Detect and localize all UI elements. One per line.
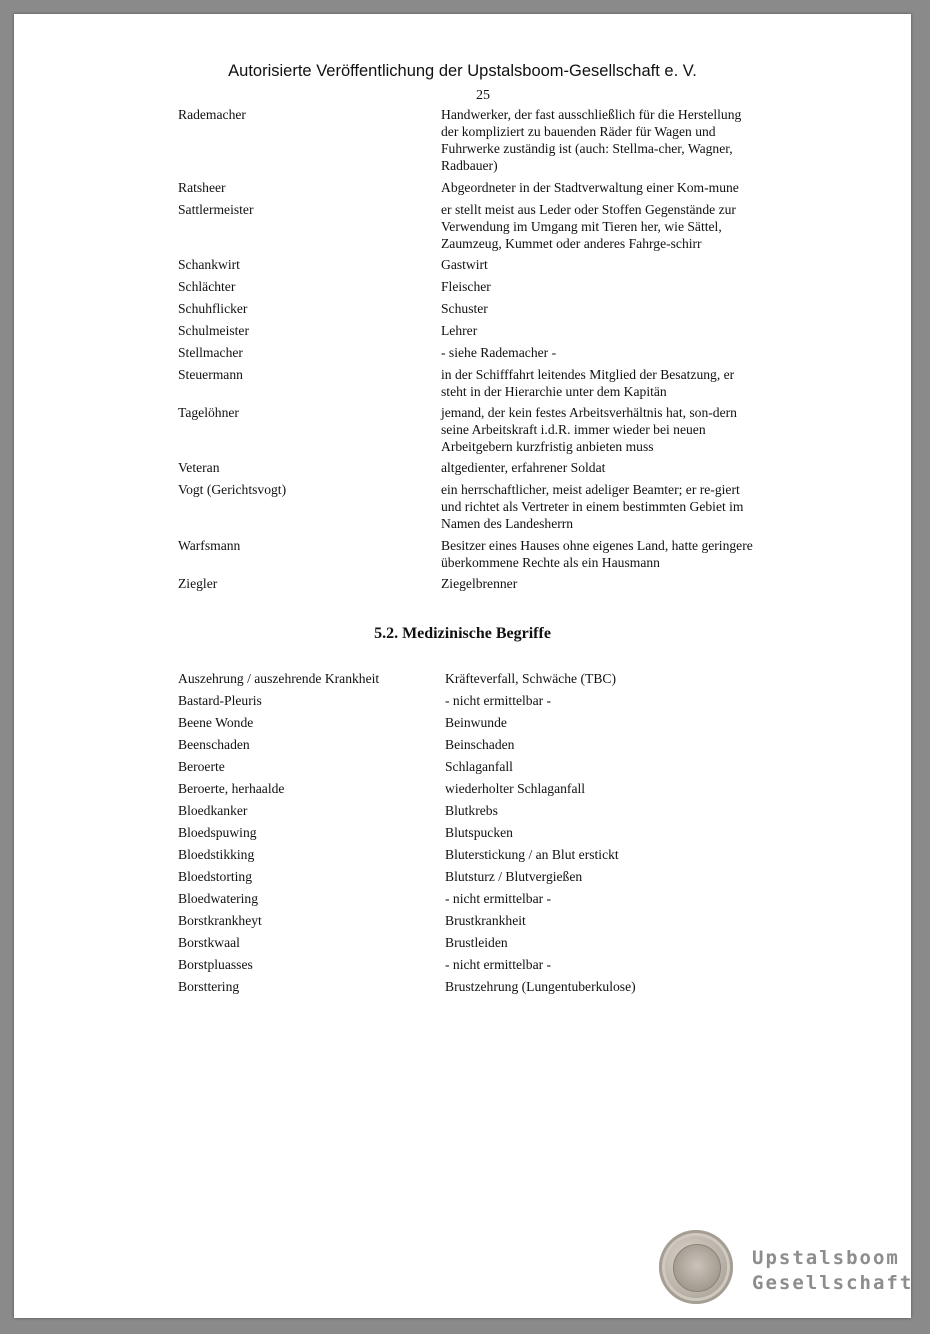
- glossary-term: Bastard-Pleuris: [178, 693, 262, 708]
- glossary-term: Rademacher: [178, 107, 246, 122]
- glossary-definition: ein herrschaftlicher, meist adeliger Beamter; er re-giert und richtet als Vertreter in einem bestimmten Gebiet im Namen des Landesherrn: [441, 482, 744, 531]
- glossary-term: Borstkrankheyt: [178, 913, 262, 928]
- glossary-definition: Beinwunde: [445, 715, 507, 730]
- glossary-term: Bloedwatering: [178, 891, 259, 906]
- glossary-definition: Gastwirt: [441, 257, 488, 272]
- glossary-definition: - nicht ermittelbar -: [445, 693, 552, 708]
- glossary-term: Borstkwaal: [178, 935, 240, 950]
- glossary-definition: Blutspucken: [445, 825, 513, 840]
- glossary-definition: Besitzer eines Hauses ohne eigenes Land, hatte geringere überkommene Rechte als ein Hausmann: [441, 538, 753, 570]
- glossary-term: Borsttering: [178, 979, 240, 994]
- page-number: 25: [476, 88, 490, 103]
- glossary-term: Beene Wonde: [178, 715, 254, 730]
- glossary-definition: er stellt meist aus Leder oder Stoffen Gegenstände zur Verwendung im Umgang mit Tieren her, wie Sättel, Zaumzeug, Kummet oder anderes Fahrge-schirr: [441, 202, 736, 251]
- glossary-definition: Schuster: [441, 301, 488, 316]
- glossary-definition: wiederholter Schlaganfall: [445, 781, 586, 796]
- glossary-term: Stellmacher: [178, 345, 243, 360]
- glossary-term: Schulmeister: [178, 323, 249, 338]
- glossary-term: Schuhflicker: [178, 301, 248, 316]
- section-title: 5.2. Medizinische Begriffe: [374, 625, 551, 642]
- glossary-term: Beroerte, herhaalde: [178, 781, 285, 796]
- glossary-definition: Brustkrankheit: [445, 913, 526, 928]
- glossary-definition: - nicht ermittelbar -: [445, 891, 552, 906]
- glossary-definition: Blutkrebs: [445, 803, 498, 818]
- glossary-term: Schlächter: [178, 279, 236, 294]
- glossary-term: Ziegler: [178, 576, 218, 591]
- society-logo-text: Upstalsboom Gesellschaft: [752, 1247, 914, 1294]
- glossary-definition: Blutsturz / Blutvergießen: [445, 869, 583, 884]
- glossary-term: Bloedkanker: [178, 803, 248, 818]
- glossary-term: Tagelöhner: [178, 405, 239, 420]
- glossary-term: Auszehrung / auszehrende Krankheit: [178, 671, 380, 686]
- glossary-term: Bloedstorting: [178, 869, 253, 884]
- glossary-definition: Handwerker, der fast ausschließlich für die Herstellung der kompliziert zu bauenden Räder für Wagen und Fuhrwerke zuständig ist (auch: Stellma-cher, Wagner, Radbauer): [441, 107, 742, 173]
- glossary-definition: Schlaganfall: [445, 759, 513, 774]
- society-seal-icon: [659, 1230, 733, 1304]
- glossary-term: Warfsmann: [178, 538, 241, 553]
- glossary-term: Veteran: [178, 460, 220, 475]
- page-header: Autorisierte Veröffentlichung der Upstalsboom-Gesellschaft e. V.: [228, 62, 697, 80]
- glossary-definition: - siehe Rademacher -: [441, 345, 557, 360]
- glossary-definition: in der Schifffahrt leitendes Mitglied der Besatzung, er steht in der Hierarchie unter dem Kapitän: [441, 367, 735, 399]
- glossary-term: Steuermann: [178, 367, 243, 382]
- glossary-definition: altgedienter, erfahrener Soldat: [441, 460, 606, 475]
- glossary-term: Vogt (Gerichtsvogt): [178, 482, 287, 497]
- glossary-definition: Fleischer: [441, 279, 491, 294]
- glossary-definition: Brustzehrung (Lungentuberkulose): [445, 979, 636, 994]
- glossary-term: Sattlermeister: [178, 202, 254, 217]
- glossary-definition: Abgeordneter in der Stadtverwaltung einer Kom-mune: [441, 180, 739, 195]
- glossary-definition: - nicht ermittelbar -: [445, 957, 552, 972]
- glossary-definition: Ziegelbrenner: [441, 576, 518, 591]
- glossary-term: Bloedspuwing: [178, 825, 257, 840]
- document-page: [14, 14, 914, 1318]
- glossary-definition: Brustleiden: [445, 935, 508, 950]
- glossary-term: Beroerte: [178, 759, 225, 774]
- glossary-term: Schankwirt: [178, 257, 240, 272]
- glossary-term: Ratsheer: [178, 180, 226, 195]
- glossary-definition: Lehrer: [441, 323, 478, 338]
- glossary-term: Bloedstikking: [178, 847, 255, 862]
- glossary-term: Borstpluasses: [178, 957, 253, 972]
- glossary-term: Beenschaden: [178, 737, 250, 752]
- glossary-definition: Beinschaden: [445, 737, 515, 752]
- glossary-definition: Kräfteverfall, Schwäche (TBC): [445, 671, 616, 686]
- glossary-definition: jemand, der kein festes Arbeitsverhältnis hat, son-dern seine Arbeitskraft i.d.R. immer wieder bei neuen Arbeitgebern kurzfristig anbieten muss: [441, 405, 737, 454]
- glossary-definition: Bluterstickung / an Blut erstickt: [445, 847, 619, 862]
